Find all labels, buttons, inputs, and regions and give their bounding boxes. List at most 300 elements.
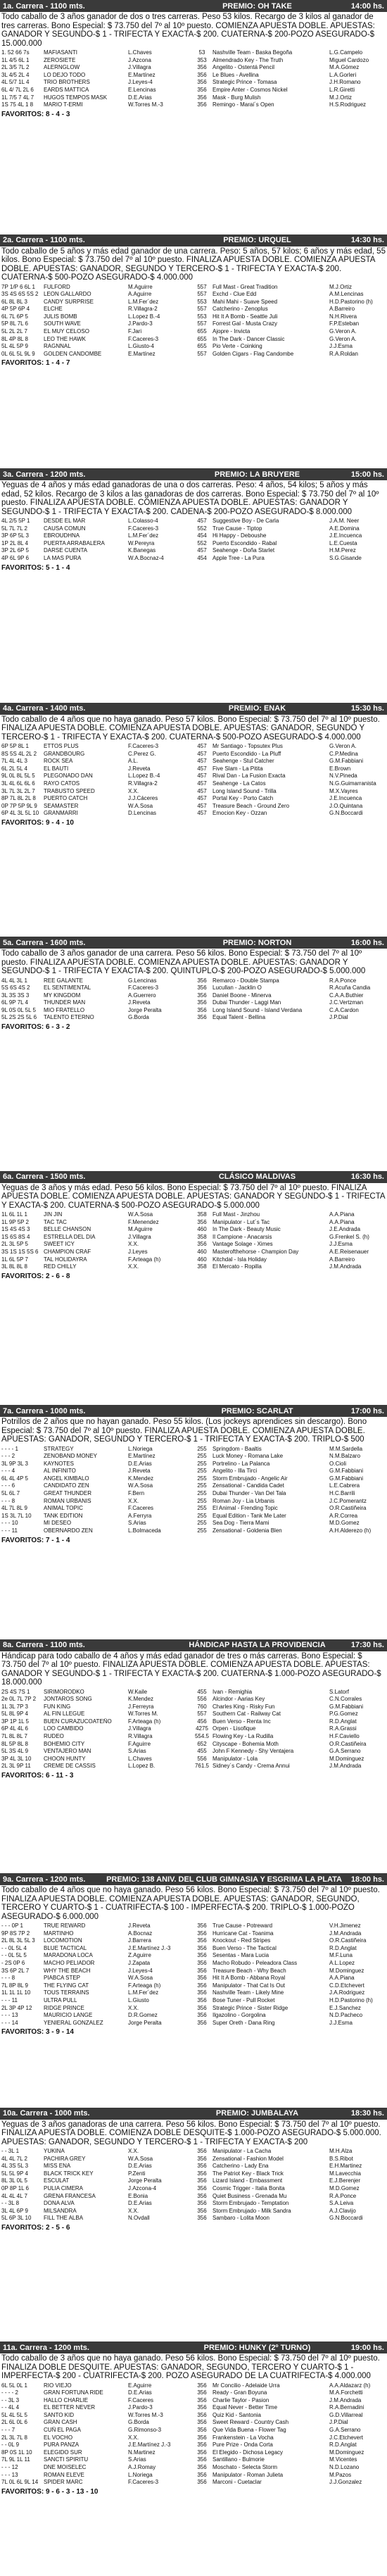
race-section xyxy=(0,2341,387,2576)
entry-horse: DNE MOISELEC xyxy=(44,2464,87,2471)
entry-trainer: E.J.Berenjer xyxy=(329,2177,361,2184)
entry-weight: 356 xyxy=(197,1982,207,1989)
entry-pedigree: Suggestive Boy - De Carla xyxy=(212,518,279,524)
entry-weight: 356 xyxy=(197,992,207,999)
entry-row xyxy=(0,2020,387,2027)
entry-weight: 356 xyxy=(197,984,207,992)
entry-jockey: K.Mendez xyxy=(128,1696,154,1703)
entry-pedigree: Zensational - Candida Cadet xyxy=(212,1482,284,1489)
entry-pedigree: Frankenstein - La Vocha xyxy=(212,2434,274,2441)
entry-form: 8P 7L 8L 2L 8 xyxy=(1,795,36,802)
entry-horse: CHOON HUNTY xyxy=(44,1755,86,1762)
entry-horse: BOHEMIO CITY xyxy=(44,1740,85,1747)
entry-jockey: Jorge Peralta xyxy=(128,2177,162,2184)
entry-pedigree: Forrest Gal - Musta Crazy xyxy=(212,320,278,327)
entry-weight: 557 xyxy=(197,283,207,290)
entry-row xyxy=(0,999,387,1007)
entry-row xyxy=(0,518,387,525)
entry-pedigree: Orpen - Lisofique xyxy=(212,1725,256,1732)
entry-horse: ESTRELLA DEL DIA xyxy=(44,1233,96,1240)
entry-horse: ROCK SEA xyxy=(44,758,73,765)
entry-weight: 557 xyxy=(197,1711,207,1718)
entry-pedigree: Hit It A Bomb - Abbana Royal xyxy=(212,1975,286,1982)
entry-trainer: H.D.Pastorino (h) xyxy=(329,1996,373,2003)
entry-pedigree: Emocion Key - Ozzan xyxy=(212,810,267,817)
entry-jockey: D.E.Arias xyxy=(128,1460,152,1467)
entry-row xyxy=(0,2005,387,2013)
entry-form: 3P 4L 3L 10 xyxy=(1,1755,32,1762)
entry-horse: TANK EDITION xyxy=(44,1512,83,1519)
entry-form: 1L 6L 5P 7 xyxy=(1,1256,28,1263)
entry-trainer: A.Barreiro xyxy=(329,1256,355,1263)
entry-weight: 652 xyxy=(197,1740,207,1747)
entry-pedigree: Seahenge - La Catos xyxy=(212,780,266,787)
entry-row xyxy=(0,2412,387,2420)
entry-row xyxy=(0,1725,387,1733)
race-conditions: Todo caballo de 3 años ganador de una carrera. Peso 56 kilos. Bono Especial: $ 73.750 del 7º al 10º puesto. FINALIZA APUESTA DOBLE. COMIENZA APUESTA DOBLE. APUESTAS: GANADOR Y SEGUNDO-$ 1 - TRIFECTA Y EXACTA-$ 200. QUINTUPLO-$ 200-POZO ASEGURADO-$ 5.000.000 xyxy=(1,949,366,975)
race-header xyxy=(0,1405,387,1417)
entry-horse: MACHO PELIADOR xyxy=(44,1959,95,1966)
entry-form: 5L 6L 7 xyxy=(1,1490,20,1497)
race-conditions: Potrillos de 2 años que no hayan ganado. Peso 55 kilos. (Los jockeys aprendices sin descargo). Bono Especial: $ 73.750 del 7º al 10º puesto. FINALIZA APUESTA DOBLE. COMIENZA APUESTA DOBLE. APUESTAS: GANADOR, SEGUNDO Y TERCERO-$ 1 - TRIFECTA Y EXACTA-$ 200. TRIPLO-$ 500 xyxy=(1,1418,367,1444)
entry-weight: 356 xyxy=(197,2215,207,2222)
race-header xyxy=(0,937,387,949)
entry-trainer: A.E.Reisenauer xyxy=(329,1248,369,1255)
entry-trainer: G.A.Serrano xyxy=(329,2427,361,2434)
entry-trainer: M.Lavecchia xyxy=(329,2170,361,2177)
entry-horse: ANIMAL TOPIC xyxy=(44,1505,83,1512)
entry-row xyxy=(0,1968,387,1975)
race-conditions: Yeguas de 3 años ganadoras de una carrera. Peso 56 kilos. Bono Especial: $ 73.750 del 7º al 10º puesto. FINALIZA APUESTA DOBLE. COMIENZA DOBLE DESQUITE-$ 1.000-POZO ASEGURADO-$ 5.000.000. APUESTAS: GANADOR, SEGUNDO Y TERCERO-$ 1 - TRIFECTA Y EXACTA-$ 200 xyxy=(1,2120,381,2146)
entry-trainer: L.E.Cabrera xyxy=(329,1482,360,1489)
entry-trainer: M.D.Gomez xyxy=(329,2184,360,2192)
race-time: 14:00 hs. xyxy=(350,1,384,11)
entry-pedigree: John F Kennedy - Shy Ventajera xyxy=(212,1748,294,1755)
entry-jockey: M.Aguirre xyxy=(128,1226,153,1233)
entry-horse: RUDEO xyxy=(44,1733,64,1740)
entry-horse: OBERNARDO ZEN xyxy=(44,1527,93,1534)
entry-pedigree: Luck Money - Romana Lake xyxy=(212,1453,284,1460)
entry-weight: 655 xyxy=(197,335,207,342)
entry-pedigree: Hit It A Bomb - Seattle Juli xyxy=(212,313,278,320)
entry-pedigree: Nashville Team - Baska Begoña xyxy=(212,49,293,56)
entry-form: - - - 6 xyxy=(1,1482,15,1489)
entry-horse: EL SENTIMENTAL xyxy=(44,984,91,992)
entry-weight: 255 xyxy=(197,1475,207,1482)
entry-pedigree: True Cause - Potreward xyxy=(212,1922,273,1929)
entry-horse: EBROUDHNA xyxy=(44,532,80,539)
entry-row xyxy=(0,1711,387,1718)
entry-row xyxy=(0,2215,387,2222)
entry-jockey: P.Zenti xyxy=(128,2170,146,2177)
entry-form: - - 4L 4 xyxy=(1,2404,20,2411)
entry-weight: 255 xyxy=(197,1497,207,1504)
entry-jockey: J.Reveta xyxy=(128,765,151,772)
entry-trainer: R.D.Anglat xyxy=(329,2441,357,2449)
entry-form: 2L 3L 9P 11 xyxy=(1,1763,31,1770)
entry-weight: 454 xyxy=(197,532,207,539)
entry-trainer: A.J.Clavijo xyxy=(329,2207,356,2214)
entry-jockey: D.R.Gomez xyxy=(128,2012,158,2019)
entry-trainer: G.M.Fabbiani xyxy=(329,1475,364,1482)
race-title: 5a. Carrera - 1600 mts. xyxy=(3,938,86,947)
entry-row xyxy=(0,1689,387,1696)
entry-jockey: G.Rimonso-3 xyxy=(128,2427,162,2434)
entry-pedigree: Manipulator - La Cacha xyxy=(212,2148,272,2154)
entry-form: 7L 8P 8L 9 xyxy=(1,1982,28,1989)
entry-weight: 356 xyxy=(197,2184,207,2192)
entry-horse: GOLDEN CANDOMBE xyxy=(44,350,102,357)
entry-form: 2L 3/5 7L 2 xyxy=(1,64,30,71)
entry-form: 6L 9P 7L 4 xyxy=(1,999,28,1006)
entry-jockey: J.Leyes xyxy=(128,1248,148,1255)
entry-trainer: R.D.Anglat xyxy=(329,1718,357,1725)
entry-jockey: R.Villagra-2 xyxy=(128,780,158,787)
entry-weight: 356 xyxy=(197,2449,207,2456)
race-section xyxy=(0,0,387,235)
race-time: 16:00 hs. xyxy=(350,938,384,947)
race-conditions: Todo caballo de 4 años que no haya ganado. Peso 57 kilos. Bono Especial: $ 73.750 del 7º al 10º puesto. FINALIZA APUESTA DOBLE. COMIENZA APUESTA DOBLE. APUESTAS: GANADOR, SEGUNDO Y TERCERO-$ 1 - TRIFECTA Y EXACTA-$ 200. CUATERNA-$ 500-POZO ASEGURADO-$ 4.000.000 xyxy=(1,715,380,742)
entry-pedigree: Empire Anter - Cosmos Nickel xyxy=(212,86,288,93)
entry-pedigree: Rival Dan - La Fusion Exacta xyxy=(212,773,286,780)
entry-row xyxy=(0,351,387,358)
entry-row xyxy=(0,810,387,818)
entry-trainer: J.J.Esma xyxy=(329,1241,353,1248)
entry-pedigree: Puerto Escondido - La Pluff xyxy=(212,750,281,757)
entry-row xyxy=(0,1696,387,1703)
entry-trainer: J.H.Romano xyxy=(329,79,361,86)
entry-trainer: S.Latorf xyxy=(329,1688,350,1695)
entry-weight: 356 xyxy=(197,1241,207,1248)
entry-trainer: N.D.Pacheco xyxy=(329,2012,363,2019)
entry-row xyxy=(0,992,387,1000)
entry-form: 8L 3L 0L 5 xyxy=(1,2177,27,2184)
entry-weight: 356 xyxy=(197,977,207,984)
entry-horse: CREME DE CASSIS xyxy=(44,1763,96,1770)
race-title: 7a. Carrera - 1000 mts. xyxy=(3,1406,86,1415)
entry-form: - - - 11 xyxy=(1,1527,18,1534)
entry-weight: 356 xyxy=(197,2427,207,2434)
entry-horse: TAC TAC xyxy=(44,1218,67,1225)
entry-jockey: F.Caceres-3 xyxy=(128,525,159,532)
entry-trainer: R.D.Anglat xyxy=(329,1944,357,1951)
entry-form: 7L 0L 6L 9L 14 xyxy=(1,2479,39,2486)
entry-form: 6P 4L 3L 5L 10 xyxy=(1,810,39,817)
entry-jockey: F.Arteaga (h) xyxy=(128,1718,161,1725)
entry-trainer: M.X.Vayres xyxy=(329,787,358,794)
entry-jockey: A.Bocnaz xyxy=(128,1930,153,1937)
entry-pedigree: In The Dark - Dancer Classic xyxy=(212,335,285,342)
entry-pedigree: Long Island Sound - Trilla xyxy=(212,787,277,794)
entry-weight: 53 xyxy=(198,49,205,56)
entry-form: 4P 5P 6P 4 xyxy=(1,306,30,313)
entry-horse: GRANDBOURG xyxy=(44,750,85,757)
entry-jockey: R.Villagra xyxy=(128,1733,153,1740)
entry-jockey: L.Noriega xyxy=(128,1445,153,1452)
entry-form: 3L 4L 6P 9 xyxy=(1,2207,28,2214)
entry-row xyxy=(0,2472,387,2480)
entry-jockey: N.Martinez xyxy=(128,2449,156,2456)
entry-row xyxy=(0,1513,387,1520)
entry-weight: 557 xyxy=(197,320,207,327)
entry-trainer: N.D.Lozano xyxy=(329,2464,360,2471)
entry-row xyxy=(0,336,387,344)
entry-row xyxy=(0,1527,387,1535)
entries-list xyxy=(0,977,387,1023)
entry-jockey: E.Lencinas xyxy=(128,86,156,93)
entry-form: 4L 3S 5L 3 xyxy=(1,2163,29,2170)
entry-pedigree: Kitchdal - Isla Holiday xyxy=(212,1256,267,1263)
race-time: 14:30 hs. xyxy=(350,236,384,244)
entry-row xyxy=(0,532,387,540)
entry-row xyxy=(0,1498,387,1506)
entry-weight: 356 xyxy=(197,1975,207,1982)
entry-horse: TALENTO ETERNO xyxy=(44,1014,94,1021)
entry-jockey: L.M.Fer´dez xyxy=(128,1989,159,1996)
entry-jockey: J.Villagra xyxy=(128,1233,151,1240)
entry-row xyxy=(0,2434,387,2442)
entry-jockey: X.X. xyxy=(128,787,139,794)
entry-weight: 356 xyxy=(197,101,207,108)
entry-jockey: W.Torres M. xyxy=(128,1711,158,1718)
entry-weight: 358 xyxy=(197,1211,207,1218)
entry-trainer: M.F.Luna xyxy=(329,1952,353,1959)
entry-pedigree: El Elegido - Dichosa Legacy xyxy=(212,2449,284,2456)
race-time: 15:30 hs. xyxy=(350,704,384,713)
entry-pedigree: Mahi Mahi - Suave Speed xyxy=(212,298,278,305)
entry-row xyxy=(0,1475,387,1483)
entry-form: 5L 2S 2S 5L 6 xyxy=(1,1014,37,1021)
entry-jockey: J.J.Cáceres xyxy=(128,795,158,802)
entry-row xyxy=(0,2185,387,2193)
entry-form: 3L 4/5 2L 4 xyxy=(1,71,30,78)
race-favorites: FAVORITOS: 1 - 4 - 7 xyxy=(1,359,70,368)
entry-jockey: K.Banegas xyxy=(128,547,156,554)
race-title: 3a. Carrera - 1200 mts. xyxy=(3,470,86,479)
entry-trainer: H.M.Perez xyxy=(329,547,356,554)
entry-jockey: D.E.Arias xyxy=(128,2389,152,2396)
entry-pedigree: Zensational - Fashion Model xyxy=(212,2155,284,2162)
entry-trainer: J.J.Esma xyxy=(329,2019,353,2026)
entry-jockey: J.Pardo-3 xyxy=(128,320,153,327)
entry-row xyxy=(0,299,387,306)
entry-row xyxy=(0,2389,387,2397)
entry-pedigree: Ivan - Remighia xyxy=(212,1688,253,1695)
entry-weight: 356 xyxy=(197,2419,207,2426)
entry-form: 4L 2/5 5P 1 xyxy=(1,518,30,524)
entry-form: - - - 11 xyxy=(1,1996,18,2003)
race-favorites: FAVORITOS: 9 - 6 - 3 - 13 - 10 xyxy=(1,2487,99,2496)
race-section xyxy=(0,937,387,1171)
entry-row xyxy=(0,2397,387,2405)
race-section xyxy=(0,1639,387,1874)
race-favorites: FAVORITOS: 9 - 4 - 10 xyxy=(1,818,74,827)
entry-trainer: M.J.Ortiz xyxy=(329,283,352,290)
entry-trainer: J.P.Dial xyxy=(329,1014,348,1021)
entry-jockey: E.Martínez xyxy=(128,71,156,78)
entry-pedigree: Knockout - Red Stripes xyxy=(212,1937,271,1944)
race-prize: PREMIO: 138 ANIV. DEL CLUB GIMNASIA Y ESGRIMA LA PLATA xyxy=(106,1875,342,1884)
entry-row xyxy=(0,525,387,533)
entry-jockey: J.E.Martínez J.-3 xyxy=(128,1944,171,1951)
entry-trainer: J.C.Vertzman xyxy=(329,999,364,1006)
entry-weight: 356 xyxy=(197,2471,207,2478)
entry-jockey: S.Arias xyxy=(128,1520,146,1527)
entry-horse: SWEET ICY xyxy=(44,1241,75,1248)
entry-pedigree: Exchd - Clue Edd xyxy=(212,291,257,298)
entry-pedigree: Flowing Key - La Rudilla xyxy=(212,1733,274,1740)
entry-row xyxy=(0,1461,387,1468)
entry-form: 2L 3L 5P 5 xyxy=(1,1241,28,1248)
entry-weight: 552 xyxy=(197,539,207,546)
entry-pedigree: Dubai Thunder - Laggi Man xyxy=(212,999,281,1006)
entry-pedigree: Charlie Taylor - Pasion xyxy=(212,2396,269,2403)
entry-weight: 557 xyxy=(197,350,207,357)
entry-jockey: Jorge Peralta xyxy=(128,2019,162,2026)
race-section xyxy=(0,2108,387,2342)
entry-pedigree: Sidney´s Candy - Crema Annui xyxy=(212,1763,290,1770)
entry-weight: 356 xyxy=(197,71,207,78)
entry-trainer: A.A.Piana xyxy=(329,1975,355,1982)
entry-trainer: V.H.Jimenez xyxy=(329,1922,361,1929)
entry-horse: GRENA FRANCESA xyxy=(44,2192,96,2199)
entry-jockey: G.Lencinas xyxy=(128,977,157,984)
entry-horse: THUNDER MAN xyxy=(44,999,86,1006)
entry-weight: 358 xyxy=(197,1233,207,1240)
entry-horse: PURA PANZA xyxy=(44,2441,80,2449)
entry-row xyxy=(0,57,387,65)
entry-trainer: Miguel Cardozo xyxy=(329,56,369,63)
entry-weight: 358 xyxy=(197,1263,207,1270)
entry-horse: BLUE TACTICAL xyxy=(44,1944,87,1951)
entry-pedigree: Catcherino - Zenoplus xyxy=(212,306,268,313)
entry-weight: 356 xyxy=(197,2163,207,2170)
entry-horse: MILSANDRA xyxy=(44,2207,77,2214)
entry-row xyxy=(0,1741,387,1749)
race-conditions: Todo caballo de 3 años ganador de dos o tres carreras. Peso 53 kilos. Recargo de 3 kilos al ganador de tres carreras. Bono Especial: $ 73.750 del 7º al 10º puesto. COMIENZA APUESTA DOBLE. APUESTAS: GANADOR Y SEGUNDO-$ 1 - TRIFECTA Y EXACTA-$ 200. CUATERNA-$ 200-POZO ASEGURADO-$ 15.000.000 xyxy=(1,13,375,48)
entry-jockey: A.Guerrero xyxy=(128,992,156,999)
entry-trainer: J.M.Andrada xyxy=(329,1763,362,1770)
entry-form: 1L 7/5 7 4L 7 xyxy=(1,94,34,101)
entry-pedigree: Marconi - Cuetaclar xyxy=(212,2479,262,2486)
entry-jockey: M.Aguirre xyxy=(128,283,153,290)
entry-trainer: J.A.Rodriguez xyxy=(329,1989,365,1996)
entry-weight: 255 xyxy=(197,1453,207,1460)
entry-pedigree: Il Campione - Anacarsis xyxy=(212,1233,272,1240)
entries-list xyxy=(0,743,387,818)
entry-trainer: E.H.Martinez xyxy=(329,2163,362,2170)
entries-list xyxy=(0,1689,387,1771)
entry-pedigree: Equal Talent - Bellina xyxy=(212,1014,266,1021)
entry-row xyxy=(0,1256,387,1264)
race-conditions: Hándicap para todo caballo de 4 años y más edad ganador de tres o más carreras. Bono Especial: $ 73.750 del 7º al 10º puesto. FINALIZA APUESTA DOBLE. COMIENZA APUESTA DOBLE. APUESTAS: GANADOR Y SEGUNDO-$ 1 - TRIFECTA Y EXACTA-$ 200. CUATERNA-$ 1.000-POZO ASEGURADO-$ 18.000.000 xyxy=(1,1651,381,1687)
entry-jockey: L.Lopez B. xyxy=(128,1763,156,1770)
entry-form: 2S 4S 7S 1 xyxy=(1,1688,30,1695)
entry-row xyxy=(0,1922,387,1930)
race-prize: CLÁSICO MALDIVAS xyxy=(218,1173,296,1181)
entry-row xyxy=(0,2479,387,2487)
entry-trainer: J.E.Incuenca xyxy=(329,795,362,802)
entry-horse: MI DESEO xyxy=(44,1520,72,1527)
entry-trainer: J.E.Incuenca xyxy=(329,532,362,539)
entry-row xyxy=(0,2427,387,2434)
entry-jockey: L.Giusto xyxy=(128,1996,149,2003)
entry-trainer: S.G.Gisande xyxy=(329,554,362,561)
entry-trainer: C.A.A.Buthier xyxy=(329,992,364,999)
entry-row xyxy=(0,284,387,292)
entry-pedigree: Charles King - Risky Fun xyxy=(212,1703,275,1710)
entry-row xyxy=(0,1007,387,1015)
entry-pedigree: Sea Dog - Tierra Mami xyxy=(212,1520,269,1527)
entry-pedigree: Pure Prize - Onda Corta xyxy=(212,2441,273,2449)
entry-form: 4L 4L 4L 7 xyxy=(1,2192,27,2199)
race-favorites: FAVORITOS: 7 - 1 - 4 xyxy=(1,1536,70,1544)
entry-horse: LOO CAMBIDO xyxy=(44,1725,84,1732)
entry-form: 9P 8S 7P 2 xyxy=(1,1930,30,1937)
race-title: 6a. Carrera - 1500 mts. xyxy=(3,1173,86,1181)
entry-row xyxy=(0,1763,387,1770)
entry-form: - - 0L 9 xyxy=(1,2441,20,2449)
entry-horse: RED CHILLY xyxy=(44,1263,77,1270)
entry-weight: 457 xyxy=(197,802,207,809)
entry-form: 1. 52 66 7s xyxy=(1,49,30,56)
entry-trainer: N.M.Balzaro xyxy=(329,1453,361,1460)
entry-pedigree: Nashville Team - Likely Mine xyxy=(212,1989,284,1996)
entry-weight: 356 xyxy=(197,1014,207,1021)
entry-jockey: R.Villagra-2 xyxy=(128,306,158,313)
entry-weight: 356 xyxy=(197,1930,207,1937)
entry-horse: ANGEL KIMBALO xyxy=(44,1475,89,1482)
race-header xyxy=(0,235,387,246)
entry-row xyxy=(0,1520,387,1527)
entry-weight: 356 xyxy=(197,2479,207,2486)
entry-row xyxy=(0,773,387,780)
entry-row xyxy=(0,2382,387,2390)
entry-jockey: W.Kaile xyxy=(128,1688,148,1695)
entry-weight: 455 xyxy=(197,1748,207,1755)
entry-pedigree: Seahenge - Stul Catcher xyxy=(212,758,274,765)
entry-horse: STRATEGY xyxy=(44,1445,74,1452)
entry-weight: 255 xyxy=(197,1520,207,1527)
entry-weight: 255 xyxy=(197,1527,207,1534)
entry-pedigree: Remingo - Marai´s Open xyxy=(212,101,274,108)
entries-list xyxy=(0,49,387,109)
entry-weight: 655 xyxy=(197,328,207,335)
entry-pedigree: In The Dark - Beauty Music xyxy=(212,1226,281,1233)
entry-form: 1S 3L 7L 10 xyxy=(1,1512,32,1519)
race-section xyxy=(0,1873,387,2108)
entry-trainer: M.Dominguez xyxy=(329,2449,364,2456)
entry-trainer: R.A.Ponce xyxy=(329,2192,357,2199)
entry-row xyxy=(0,977,387,985)
entry-trainer: N.G.Guimarranista xyxy=(329,780,376,787)
entry-weight: 356 xyxy=(197,2170,207,2177)
entry-horse: PIABCA STEP xyxy=(44,1975,81,1982)
race-conditions: Yeguas de 4 años y más edad ganadoras de una o dos carreras. Peso: 4 años, 54 kilos; 5 años y más edad, 52 kilos. Recargo de 3 kilos a las ganadoras de dos carreras. Bono Especial: $ 73.750 del 7º al 10º puesto. FINALIZA APUESTA DOBLE. COMIENZA APUESTA DOBLE. APUESTAS: GANADOR Y SEGUNDO-$ 1 - TRIFECTA Y EXACTA-$ 200. CADENA-$ 200-POZO ASEGURADO-$ 8.000.000 xyxy=(1,481,379,516)
entry-row xyxy=(0,1937,387,1945)
entry-weight: 460 xyxy=(197,1226,207,1233)
entry-weight: 553 xyxy=(197,298,207,305)
race-header xyxy=(0,0,387,12)
entry-weight: 552 xyxy=(197,525,207,532)
race-prize: PREMIO: LA BRUYERE xyxy=(214,470,300,479)
entry-form: 2L 8L 3L 5L 3 xyxy=(1,1937,35,1944)
entry-form: 3S 6P 2L 7 xyxy=(1,1967,30,1974)
entry-weight: 356 xyxy=(197,2441,207,2449)
entry-pedigree: Long Island Sound - Island Verdana xyxy=(212,1006,303,1013)
entry-weight: 556 xyxy=(197,1755,207,1762)
entry-weight: 655 xyxy=(197,343,207,350)
